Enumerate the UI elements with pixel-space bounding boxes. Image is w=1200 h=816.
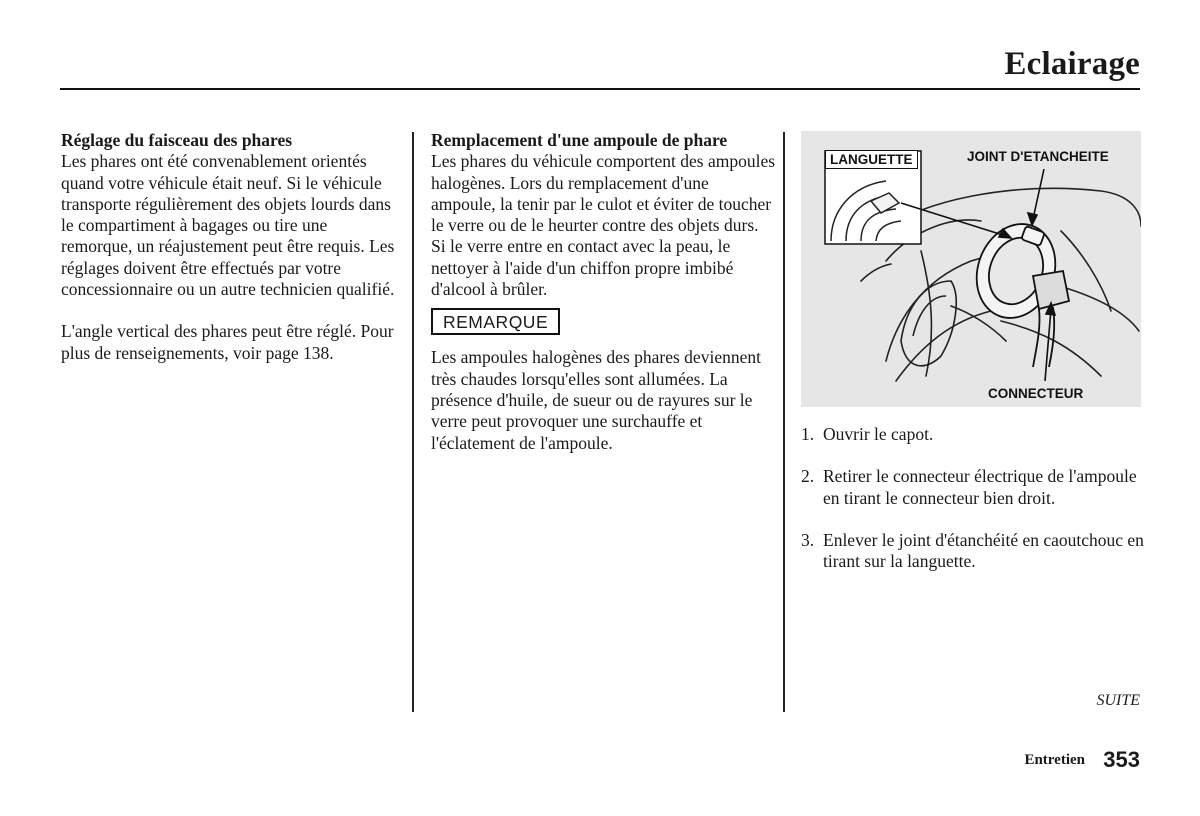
section-heading-bulb: Remplacement d'une ampoule de phare — [431, 130, 728, 150]
step-text: Enlever le joint d'étanchéité en caoutchouc en tirant sur la languette. — [823, 529, 1144, 572]
label-joint: JOINT D'ETANCHEITE — [967, 149, 1109, 164]
step-number: 3. — [801, 529, 815, 550]
label-languette: LANGUETTE — [825, 150, 918, 169]
remarque-badge: REMARQUE — [431, 308, 560, 335]
section-heading-aim: Réglage du faisceau des phares — [61, 130, 293, 150]
column-headlight-aim — [61, 130, 401, 364]
paragraph-bulb-intro: Les phares du véhicule comportent des ampoules halogènes. Lors du remplacement d'une ampoule, la tenir par le culot et éviter de toucher le verre ou de le heurter contre des objets durs. Si le verre entre en contact avec la peau, le nettoyer à l'aide d'un chiffon propre imbibé d'alcool à brûler. — [431, 151, 776, 300]
column-divider — [412, 132, 414, 712]
footer-section-name: Entretien — [1024, 752, 1085, 768]
paragraph-remarque: Les ampoules halogènes des phares deviennent très chaudes lorsqu'elles sont allumées. La présence d'huile, de sueur ou de rayures sur le verre peut provoquer une surchauffe et l'éclatement de l'ampoule. — [431, 347, 761, 453]
page-title: Eclairage — [1004, 46, 1140, 82]
column-steps — [801, 424, 1146, 572]
headlight-drawing — [801, 131, 1141, 407]
column-bulb-replacement — [431, 130, 776, 454]
header-rule — [60, 88, 1140, 90]
headlight-illustration — [801, 131, 1141, 407]
step-number: 2. — [801, 466, 815, 487]
step-text: Ouvrir le capot. — [823, 424, 934, 444]
step-item — [801, 424, 1146, 445]
label-connecteur: CONNECTEUR — [988, 386, 1084, 401]
page-number: 353 — [1103, 747, 1140, 772]
continued-label: SUITE — [1096, 692, 1140, 709]
step-text: Retirer le connecteur électrique de l'ampoule en tirant le connecteur bien droit. — [823, 466, 1137, 508]
step-item — [801, 466, 1146, 509]
step-number: 1. — [801, 424, 815, 444]
step-item — [801, 530, 1146, 573]
column-divider — [783, 132, 785, 712]
paragraph-aim-intro: Les phares ont été convenablement orientés quand votre véhicule était neuf. Si le véhicule transporte régulièrement des objets lourds dans le compartiment à bagages ou tire une remorque, un réajustement peut être requis. Les réglages doivent être effectués par votre concessionnaire ou un autre technicien qualifié. — [61, 151, 395, 300]
paragraph-aim-vertical: L'angle vertical des phares peut être réglé. Pour plus de renseignements, voir page 138. — [61, 321, 394, 363]
